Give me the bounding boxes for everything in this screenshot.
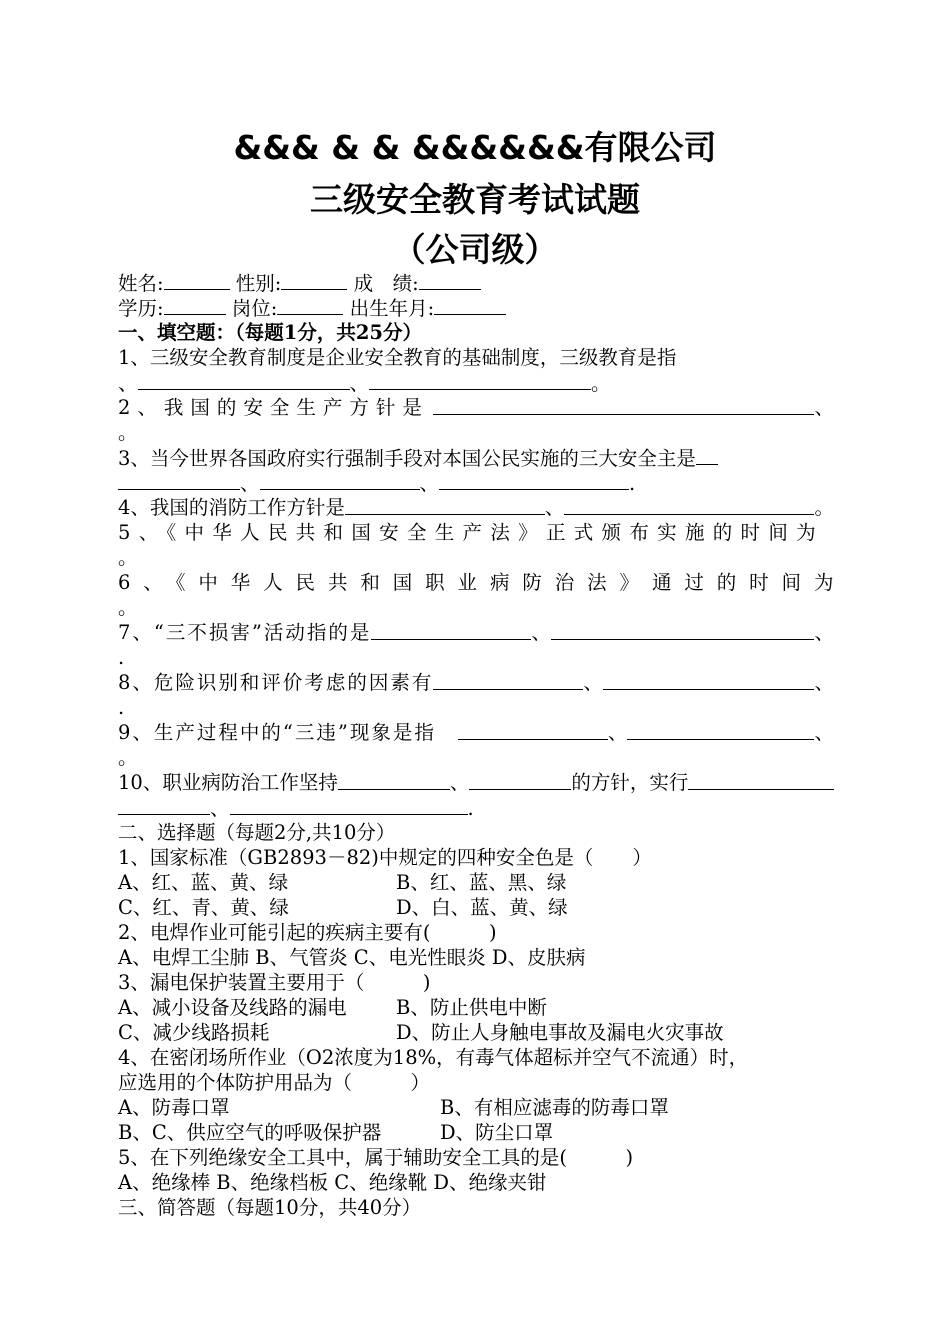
q10-line1: 10、职业病防治工作坚持 、 的方针，实行 (118, 770, 834, 795)
q3-blank-0[interactable] (696, 445, 718, 465)
position-label: 岗位: (231, 297, 278, 320)
s2-q4-option-b[interactable]: B、有相应滤毒的防毒口罩 (440, 1096, 669, 1119)
q10-line2: 、 . (118, 795, 834, 820)
s2-q1-option-c[interactable]: C、红、青、黄、绿 (118, 896, 289, 919)
q6-line2: 。 (118, 596, 138, 619)
s2-q4-line2: 应选用的个体防护用品为（ ） (118, 1071, 431, 1094)
q4-blank-2[interactable] (564, 495, 814, 515)
q1-line2: 、 、 。 (118, 372, 611, 395)
s2-q1-option-a[interactable]: A、红、蓝、黄、绿 (118, 871, 289, 894)
education-field[interactable] (164, 295, 226, 315)
section3-title: 三、简答题（每题10分，共40分） (118, 1196, 422, 1219)
s2-q1-option-d[interactable]: D、白、蓝、黄、绿 (396, 896, 568, 919)
q5-line1: 5、《中华人民共和国安全生产法》正式颁布实施的时间为 (118, 521, 824, 544)
q8-line1: 8、危险识别和评价考虑的因素有 、 、 (118, 671, 834, 694)
s2-q4-line1: 4、在密闭场所作业（O2浓度为18%，有毒气体超标并空气不流通）时， (118, 1046, 749, 1069)
q10-blank-1[interactable] (338, 770, 450, 790)
s2-q3-options-cd (118, 1020, 834, 1045)
q8-blank-2[interactable] (603, 670, 815, 690)
s2-q3-options-ab (118, 995, 834, 1020)
q9-line2: 。 (118, 746, 138, 769)
q10-blank-4[interactable] (118, 795, 210, 815)
q10-blank-3[interactable] (688, 770, 834, 790)
name-label: 姓名: (118, 272, 164, 295)
company-name: &&& & & &&&&&&有限公司 (233, 128, 717, 167)
s2-q3-option-a[interactable]: A、减小设备及线路的漏电 (118, 996, 347, 1019)
q3-blank-2[interactable] (260, 470, 420, 490)
q7-line1: 7、“三不损害”活动指的是 、 、 (118, 621, 834, 644)
score-field[interactable] (419, 270, 481, 290)
q8-blank-1[interactable] (433, 670, 583, 690)
s2-q4-option-d[interactable]: D、防尘口罩 (440, 1121, 554, 1144)
s2-q5: 5、在下列绝缘安全工具中，属于辅助安全工具的是( ) (118, 1146, 634, 1169)
q9-blank-2[interactable] (627, 720, 814, 740)
exam-level: （公司级） (392, 230, 558, 269)
q3-blank-1[interactable] (118, 470, 240, 490)
gender-label: 性别: (235, 272, 282, 295)
q10-blank-5[interactable] (230, 795, 468, 815)
s2-q1-option-b[interactable]: B、红、蓝、黑、绿 (396, 871, 567, 894)
score-label: 成 绩: (353, 272, 419, 295)
q4-line: 4、我国的消防工作方针是 、 。 (118, 496, 834, 519)
exam-body (118, 270, 847, 1220)
gender-field[interactable] (281, 270, 347, 290)
s2-q5-options[interactable]: A、绝缘棒 B、绝缘档板 C、绝缘靴 D、绝缘夹钳 (118, 1171, 547, 1194)
birth-label: 出生年月: (349, 297, 435, 320)
s2-q4-options-ab (118, 1095, 834, 1120)
q7-blank-1[interactable] (371, 620, 531, 640)
q4-blank-1[interactable] (345, 495, 545, 515)
section2-title: 二、选择题（每题2分,共10分） (118, 821, 396, 844)
q8-line2: . (118, 696, 125, 719)
s2-q3-option-b[interactable]: B、防止供电中断 (396, 996, 547, 1019)
s2-q2-options[interactable]: A、电焊工尘肺 B、气管炎 C、电光性眼炎 D、皮肤病 (118, 946, 586, 969)
s2-q1-options-ab (118, 870, 834, 895)
s2-q4-options-cd (118, 1120, 834, 1145)
q2-blank[interactable] (433, 395, 815, 415)
info-line-2 (118, 295, 834, 320)
s2-q3-option-c[interactable]: C、减少线路损耗 (118, 1021, 270, 1044)
q3-line1: 3、当今世界各国政府实行强制手段对本国公民实施的三大安全主是 (118, 445, 834, 470)
s2-q4-option-a[interactable]: A、防毒口罩 (118, 1096, 230, 1119)
q5-line2: 。 (118, 546, 138, 569)
s2-q4-option-c[interactable]: B、C、供应空气的呼吸保护器 (118, 1121, 382, 1144)
name-field[interactable] (164, 270, 230, 290)
exam-title: 三级安全教育考试试题 (310, 180, 640, 219)
position-field[interactable] (277, 295, 343, 315)
section1-title: 一、填空题：（每题1分，共25分） (118, 321, 422, 344)
q9-line1: 9、生产过程中的“三违”现象是指 、 、 (118, 721, 834, 744)
s2-q3-option-d[interactable]: D、防止人身触电事故及漏电火灾事故 (396, 1021, 724, 1044)
q1-line1: 1、三级安全教育制度是企业安全教育的基础制度，三级教育是指 (118, 346, 677, 369)
q7-blank-2[interactable] (551, 620, 815, 640)
info-line-1 (118, 270, 834, 295)
birth-field[interactable] (434, 295, 506, 315)
q1-blank-2[interactable] (369, 370, 591, 390)
q10-blank-2[interactable] (469, 770, 571, 790)
s2-q2: 2、电焊作业可能引起的疾病主要有( ) (118, 921, 497, 944)
s2-q3: 3、漏电保护装置主要用于（ ) (118, 971, 431, 994)
q7-line2: . (118, 646, 125, 669)
q1-blank-1[interactable] (138, 370, 350, 390)
s2-q1: 1、国家标准（GB2893－82)中规定的四种安全色是（ ） (118, 846, 652, 869)
q6-line1: 6、《中华人民共和国职业病防治法》通过的时间为 (118, 571, 847, 594)
q9-blank-1[interactable] (458, 720, 608, 740)
q3-blank-3[interactable] (439, 470, 629, 490)
education-label: 学历: (118, 297, 164, 320)
q2-line2: 。 (118, 421, 138, 444)
s2-q1-options-cd (118, 895, 834, 920)
q2-line1: 2、我国的安全生产方针是 、 (118, 396, 834, 419)
q3-line2: 、 、 . (118, 470, 834, 495)
